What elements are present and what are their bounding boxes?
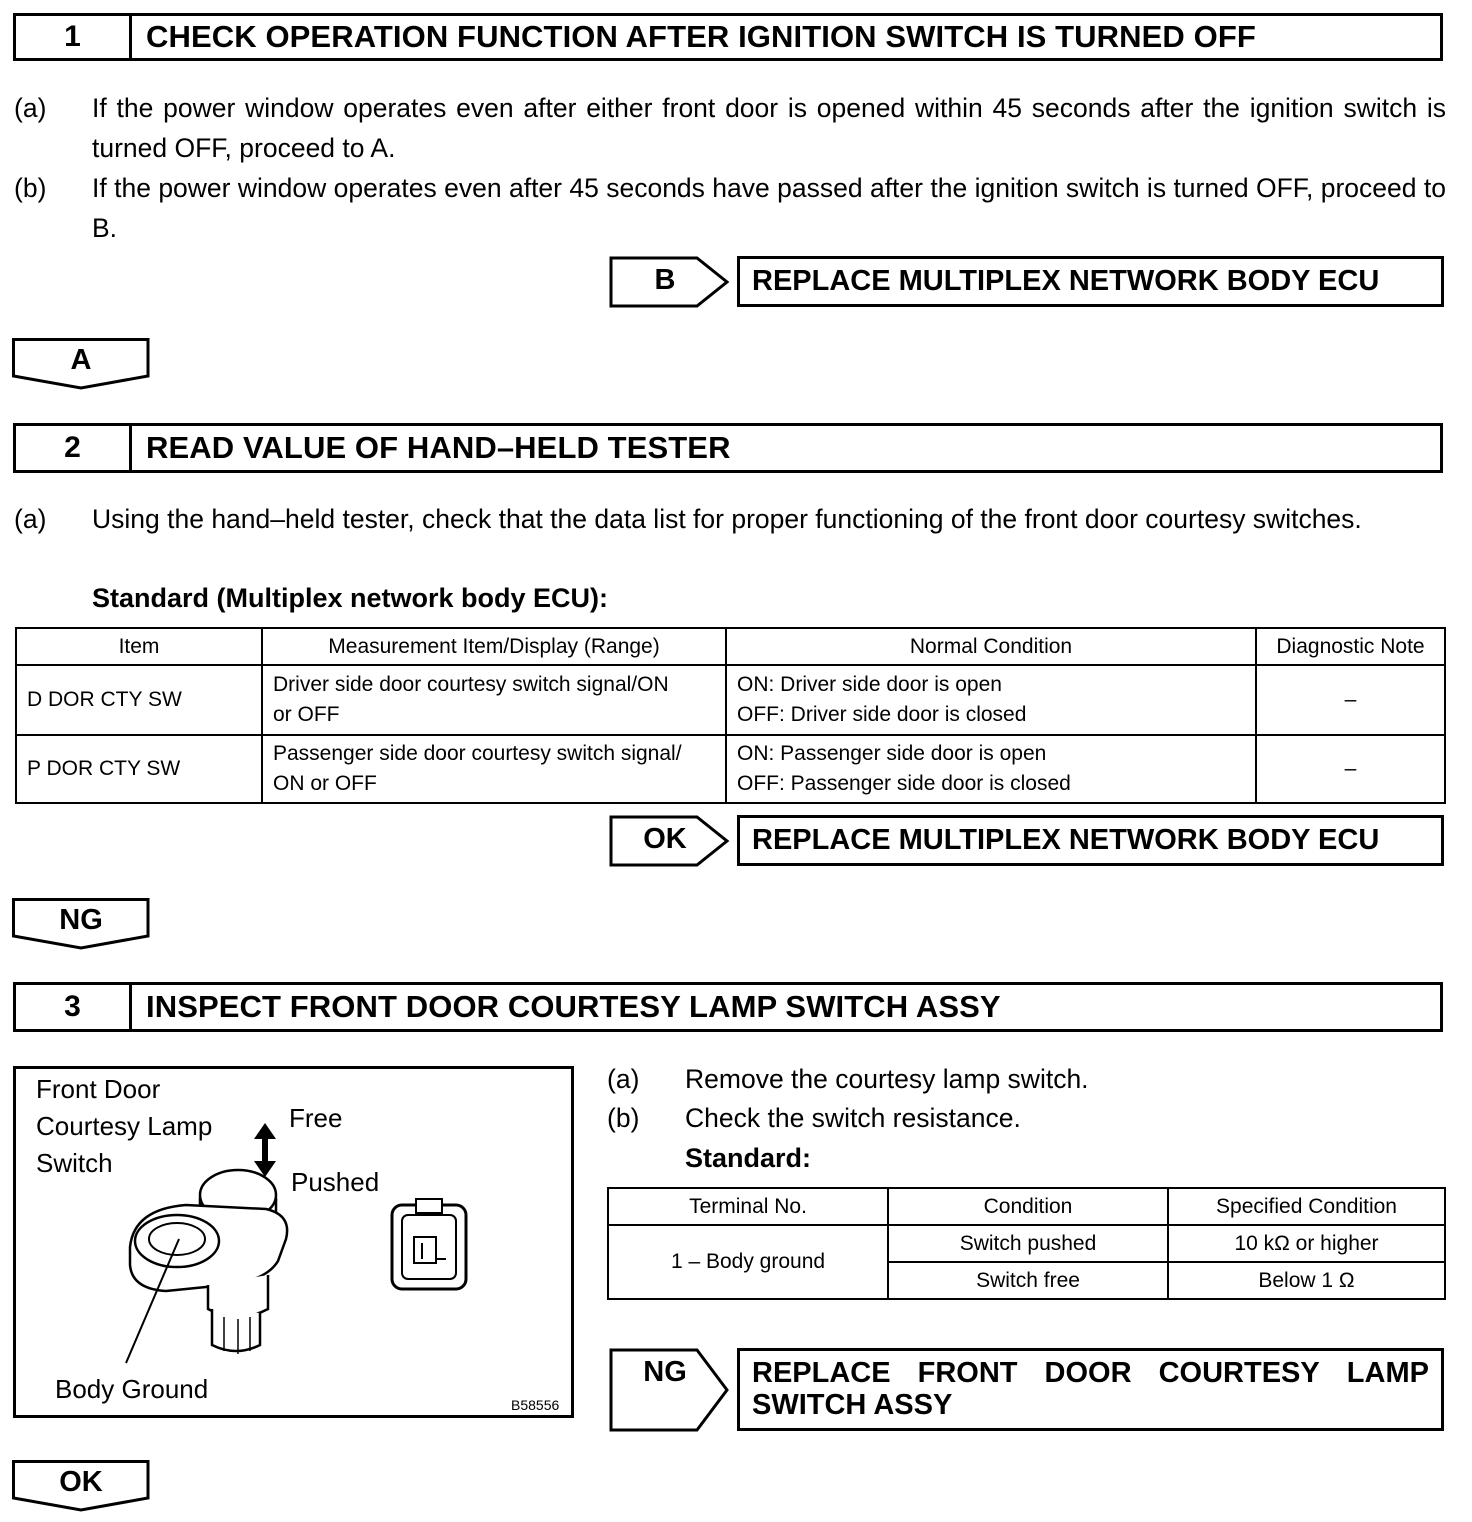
action-box (737, 1348, 1444, 1431)
table-header: Measurement Item/Display (Range) (262, 628, 726, 665)
table-header: Diagnostic Note (1256, 628, 1445, 665)
figure-label-pushed: Pushed (291, 1167, 380, 1197)
step-title: INSPECT FRONT DOOR COURTESY LAMP SWITCH ASSY (146, 989, 1001, 1024)
action-word: DOOR (1044, 1357, 1132, 1389)
action-word: COURTESY (1158, 1357, 1320, 1389)
action-word: FRONT (917, 1357, 1018, 1389)
instruction-text: Using the hand–held tester, check that the data list for proper functioning of the front door courtesy switches. (92, 504, 1362, 534)
branch-tag-label: NG (643, 1356, 687, 1388)
step-title: READ VALUE OF HAND–HELD TESTER (146, 430, 731, 465)
condition-line: OFF: Driver side door is closed (737, 703, 1027, 726)
table-header: Condition (888, 1188, 1168, 1225)
step-title: CHECK OPERATION FUNCTION AFTER IGNITION SWITCH IS TURNED OFF (146, 19, 1256, 54)
switch-drawing (16, 1069, 571, 1415)
table-header: Specified Condition (1168, 1188, 1445, 1225)
action-box: REPLACE MULTIPLEX NETWORK BODY ECU (737, 815, 1444, 866)
step-number: 1 (16, 16, 132, 58)
item-label: (a) (14, 504, 47, 534)
step-number: 2 (16, 426, 132, 470)
item-label: (a) (14, 93, 47, 123)
standard-label: Standard (Multiplex network body ECU): (92, 583, 609, 613)
figure-label: Courtesy Lamp (36, 1111, 213, 1141)
condition-cell: Switch free (888, 1262, 1168, 1299)
item-label: (b) (14, 173, 47, 203)
spec-cell: Below 1 Ω (1168, 1262, 1445, 1299)
measurement-line: Driver side door courtesy switch signal/ON (273, 673, 669, 696)
item-cell: P DOR CTY SW (16, 735, 262, 803)
figure-label: Switch (36, 1148, 113, 1178)
instruction-text: Check the switch resistance. (685, 1103, 1021, 1133)
branch-tag-label: B (654, 264, 676, 296)
data-list-table (15, 627, 1446, 804)
connector-icon (392, 1199, 466, 1289)
spec-cell: 10 kΩ or higher (1168, 1225, 1445, 1262)
measurement-cell (262, 665, 726, 735)
condition-line: ON: Driver side door is open (737, 673, 1002, 696)
figure-label-ground: Body Ground (55, 1374, 209, 1404)
standard-label: Standard: (685, 1143, 812, 1173)
diagnostic-note-cell: – (1256, 735, 1445, 803)
continue-arrow-ng (12, 898, 150, 950)
item-label: (a) (607, 1064, 640, 1094)
measurement-line: Passenger side door courtesy switch signal/ (273, 742, 682, 765)
normal-condition-cell (726, 665, 1256, 735)
free-pushed-arrow-icon (254, 1123, 276, 1177)
branch-arrow-ng (609, 1348, 731, 1432)
table-header: Terminal No. (608, 1188, 888, 1225)
instruction-text: If the power window operates even after 45 seconds have passed after the ignition switch is turned OFF, proceed to B. (92, 173, 1446, 243)
figure-label: Front Door (36, 1074, 161, 1104)
step-number: 3 (16, 985, 132, 1029)
table-row (16, 665, 1445, 735)
figure-code: B58556 (511, 1397, 560, 1413)
switch-illustration (13, 1066, 574, 1418)
condition-cell: Switch pushed (888, 1225, 1168, 1262)
normal-condition-cell (726, 735, 1256, 803)
resistance-table (607, 1187, 1446, 1300)
table-row (16, 735, 1445, 803)
branch-tag-label: OK (643, 823, 687, 855)
terminal-cell: 1 – Body ground (608, 1225, 888, 1299)
table-row (608, 1225, 1445, 1262)
action-box: REPLACE MULTIPLEX NETWORK BODY ECU (737, 256, 1444, 307)
measurement-line: ON or OFF (273, 772, 377, 795)
item-label: (b) (607, 1103, 640, 1133)
measurement-line: or OFF (273, 703, 340, 726)
continue-arrow-ok (12, 1460, 150, 1512)
item-cell: D DOR CTY SW (16, 665, 262, 735)
instruction-text: If the power window operates even after either front door is opened within 45 seconds after the ignition switch is turned OFF, proceed to A. (92, 93, 1446, 163)
instruction-text: Remove the courtesy lamp switch. (685, 1064, 1089, 1094)
continue-tag-label: NG (59, 904, 103, 936)
continue-arrow-a (12, 338, 150, 390)
condition-line: OFF: Passenger side door is closed (737, 772, 1071, 795)
branch-arrow-ok (609, 815, 731, 867)
action-line-2: SWITCH ASSY (752, 1389, 953, 1421)
measurement-cell (262, 735, 726, 803)
table-header: Normal Condition (726, 628, 1256, 665)
step-1-header (13, 13, 1443, 61)
figure-label-free: Free (289, 1103, 343, 1133)
action-word: LAMP (1346, 1357, 1429, 1389)
table-header: Item (16, 628, 262, 665)
action-line-1 (752, 1357, 1441, 1389)
condition-line: ON: Passenger side door is open (737, 742, 1047, 765)
step-2-header (13, 423, 1443, 473)
action-word: REPLACE (752, 1357, 891, 1389)
diagnostic-note-cell: – (1256, 665, 1445, 735)
branch-arrow-b (609, 256, 731, 308)
step-3-header (13, 982, 1443, 1032)
continue-tag-label: OK (59, 1466, 103, 1498)
continue-tag-label: A (70, 344, 92, 376)
